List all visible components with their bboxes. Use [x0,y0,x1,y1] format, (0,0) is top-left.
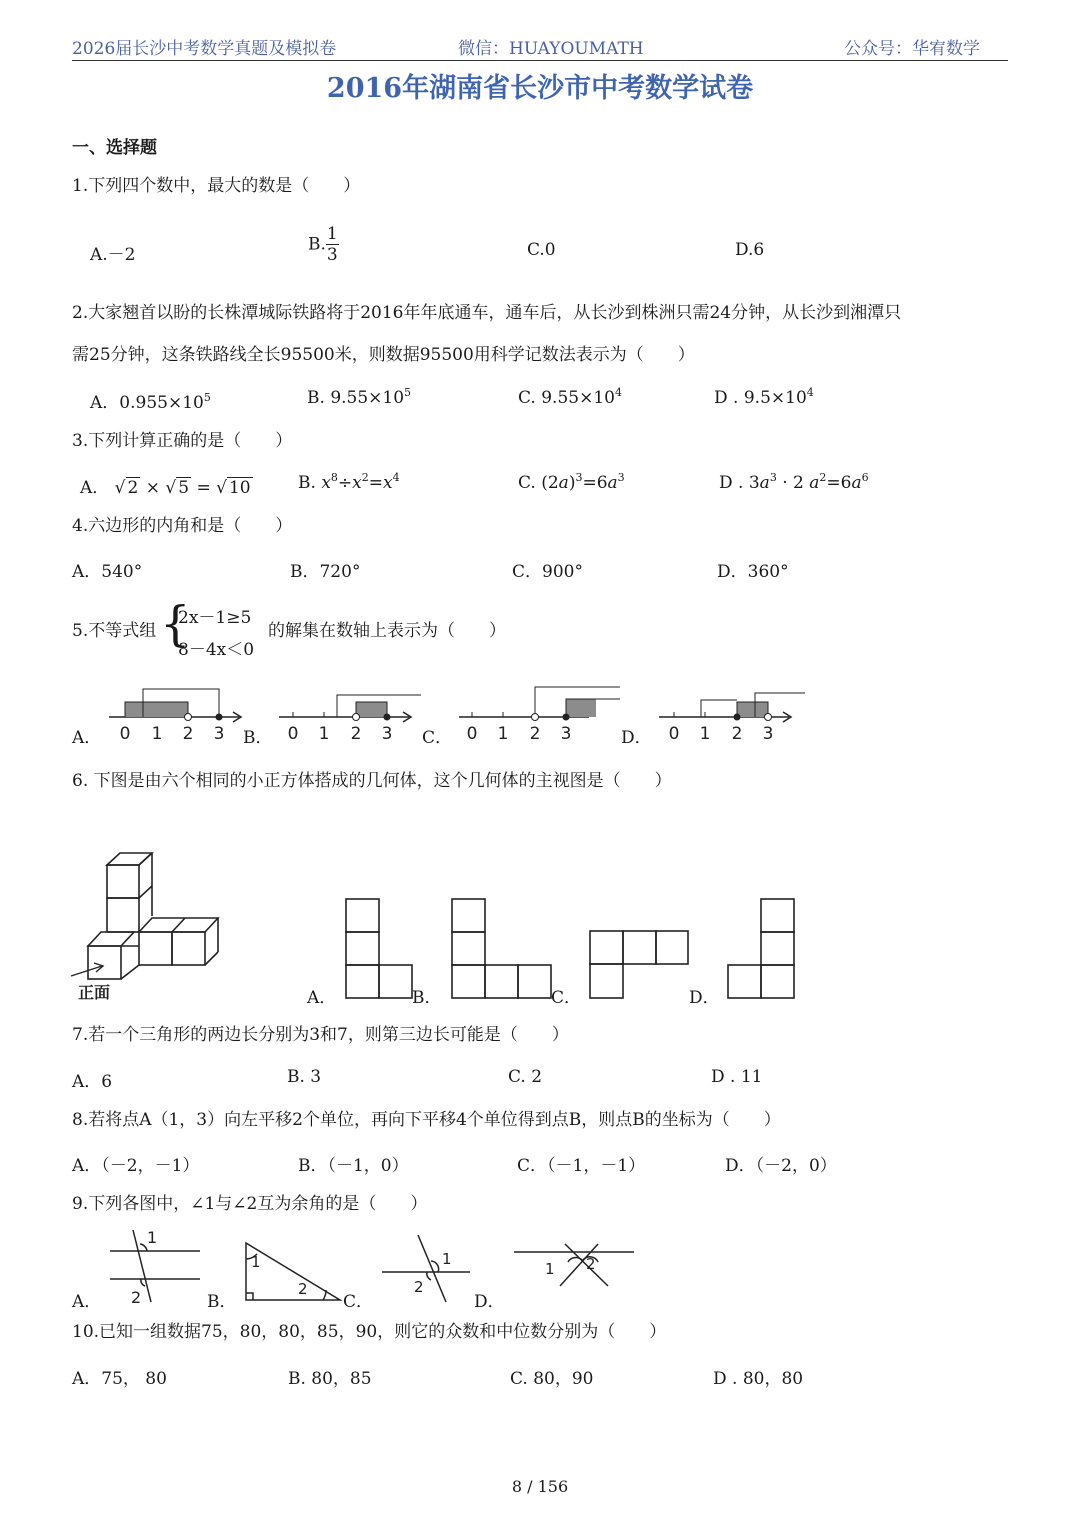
q9c-angle-1: 1 [442,1250,452,1268]
q6-option-d: D． [689,988,720,1008]
q6-front-label: 正面 [78,983,111,1002]
q5-number-line-c [455,685,625,745]
q5c-tick-1: 1 [497,724,509,744]
q7-option-d: D . 11 [711,1067,763,1087]
q6-view-b [447,893,557,1003]
q9b-angle-2: 2 [298,1280,308,1298]
q7-option-b: B. 3 [287,1067,322,1087]
q5c-tick-3: 3 [560,724,572,744]
q6-option-a: A． [307,988,337,1008]
q9-option-a: A． [72,1292,102,1312]
q3-option-a: A． √ 2 × √ 5 = √ 10 [80,478,251,498]
q2-option-d: D . $9.5\times 10^4$ [714,386,814,408]
q9a-angle-2: 2 [131,1288,142,1307]
q5-option-c: C． [422,728,453,748]
section-heading: 一、选择题 [72,138,157,158]
q5-option-d: D． [621,728,652,748]
q8-option-b: B．（－1，0） [298,1156,409,1176]
q1-option-c: C.0 [527,240,556,260]
q5d-tick-1: 1 [699,724,711,744]
q5c-tick-2: 2 [529,724,541,744]
q5b-tick-0: 0 [287,724,299,744]
q2-stem-line2: 需25分钟，这条铁路线全长95500米，则数据95500用科学记数法表示为（ ） [72,345,695,365]
q1-fraction: $\frac{1}{3}$ [326,224,338,266]
q5-number-line-d [655,685,815,745]
q7-option-a: A．6 [72,1072,113,1092]
q4-stem: 4.六边形的内角和是（ ） [72,516,293,536]
q4-option-d: D．360° [717,562,789,582]
q1-option-a: A.－2 [90,245,136,265]
q4-option-a: A．540° [72,562,143,582]
q5a-tick-1: 1 [151,724,163,744]
q10-option-c: C. 80，90 [510,1369,594,1389]
q10-option-b: B. 80，85 [288,1369,372,1389]
header-left: 2026届长沙中考数学真题及模拟卷 [72,39,337,59]
q5-stem-prefix: 5.不等式组 [72,621,157,641]
q9-stem: 9.下列各图中，∠1与∠2互为余角的是（ ） [72,1194,428,1214]
q10-stem: 10.已知一组数据75，80，80，85，90，则它的众数和中位数分别为（ ） [72,1322,667,1342]
q5-number-line-b [275,685,425,745]
q9-option-d: D． [474,1292,505,1312]
q6-option-b: B． [412,988,442,1008]
q5-option-a: A． [72,728,102,748]
q9b-angle-1: 1 [251,1253,261,1271]
q6-stem: 6. 下图是由六个相同的小正方体搭成的几何体，这个几何体的主视图是（ ） [72,771,672,791]
q5b-tick-1: 1 [318,724,330,744]
q10-option-d: D . 80，80 [713,1369,804,1389]
q5a-tick-2: 2 [182,724,194,744]
q6-cube-figure [68,848,228,1003]
q9d-angle-1: 1 [545,1260,555,1278]
q5-option-b: B． [243,728,273,748]
q3-option-c: C. $(2a)^3=6a^3$ [518,471,625,493]
header-rule [72,60,1008,61]
q9-option-c: C． [343,1292,374,1312]
q7-stem: 7.若一个三角形的两边长分别为3和7，则第三边长可能是（ ） [72,1025,569,1045]
q4-option-b: B．720° [290,562,361,582]
q4-option-c: C．900° [512,562,583,582]
q7-option-c: C. 2 [508,1067,543,1087]
page-title: 2016年湖南省长沙市中考数学试卷 [326,73,754,104]
q5-brace: { [160,596,191,652]
q9c-angle-2: 2 [414,1278,424,1296]
q9-figure-c [378,1232,473,1304]
q9-option-b: B． [207,1292,237,1312]
q9a-angle-1: 1 [147,1228,158,1247]
q6-view-d [723,893,803,1003]
q9-figure-a [105,1226,210,1306]
q5b-tick-2: 2 [350,724,362,744]
q9-figure-d [510,1240,640,1290]
q5b-tick-3: 3 [381,724,393,744]
q9-figure-b [238,1237,348,1307]
q5a-tick-3: 3 [213,724,225,744]
q8-stem: 8.若将点A（1，3）向左平移2个单位，再向下平移4个单位得到点B，则点B的坐标为（ ） [72,1110,781,1130]
header-center: 微信：HUAYOUMATH [458,39,644,59]
q8-option-d: D．（－2，0） [725,1156,837,1176]
q5a-tick-0: 0 [119,724,131,744]
q5d-tick-3: 3 [762,724,774,744]
q5-ineq2: 8－4x＜0 [178,640,255,660]
q2-option-c: C. $9.55\times 10^4$ [518,386,622,408]
q5-stem-suffix: 的解集在数轴上表示为（ ） [268,621,506,641]
q6-view-a [340,893,420,1003]
q8-option-c: C．（－1，－1） [517,1156,646,1176]
q6-option-c: C． [551,988,582,1008]
page-number: 8 / 156 [511,1477,569,1496]
q1-stem: 1.下列四个数中，最大的数是（ ） [72,176,361,196]
q5d-tick-0: 0 [668,724,680,744]
q3-option-d: D . $3a^3 \cdot 2$ $a^2=6a^6$ [719,471,869,493]
q9d-angle-2: 2 [586,1255,596,1273]
q3-stem: 3.下列计算正确的是（ ） [72,431,293,451]
q2-option-b: B. $9.55\times 10^5$ [307,386,412,408]
q6-view-c [584,925,694,1005]
q5-number-line-a [105,685,245,745]
q8-option-a: A．（－2，－1） [72,1156,200,1176]
q5-ineq1: 2x－1≥5 [178,608,252,628]
q5c-tick-0: 0 [466,724,478,744]
q10-option-a: A．75， 80 [72,1369,167,1389]
header-right: 公众号：华宥数学 [844,39,980,59]
q3-option-b: B. $x^8\div x^2=x^4$ [298,471,400,493]
q1-option-d: D.6 [735,240,765,260]
q5d-tick-2: 2 [731,724,743,744]
q2-option-a: A．$0.955\times 10^5$ [90,391,211,413]
q1-option-b: B. $\frac{1}{3}$ [308,224,338,266]
q2-stem-line1: 2.大家翘首以盼的长株潭城际铁路将于2016年年底通车，通车后，从长沙到株洲只需24分钟，从长沙到湘潭只 [72,303,902,323]
